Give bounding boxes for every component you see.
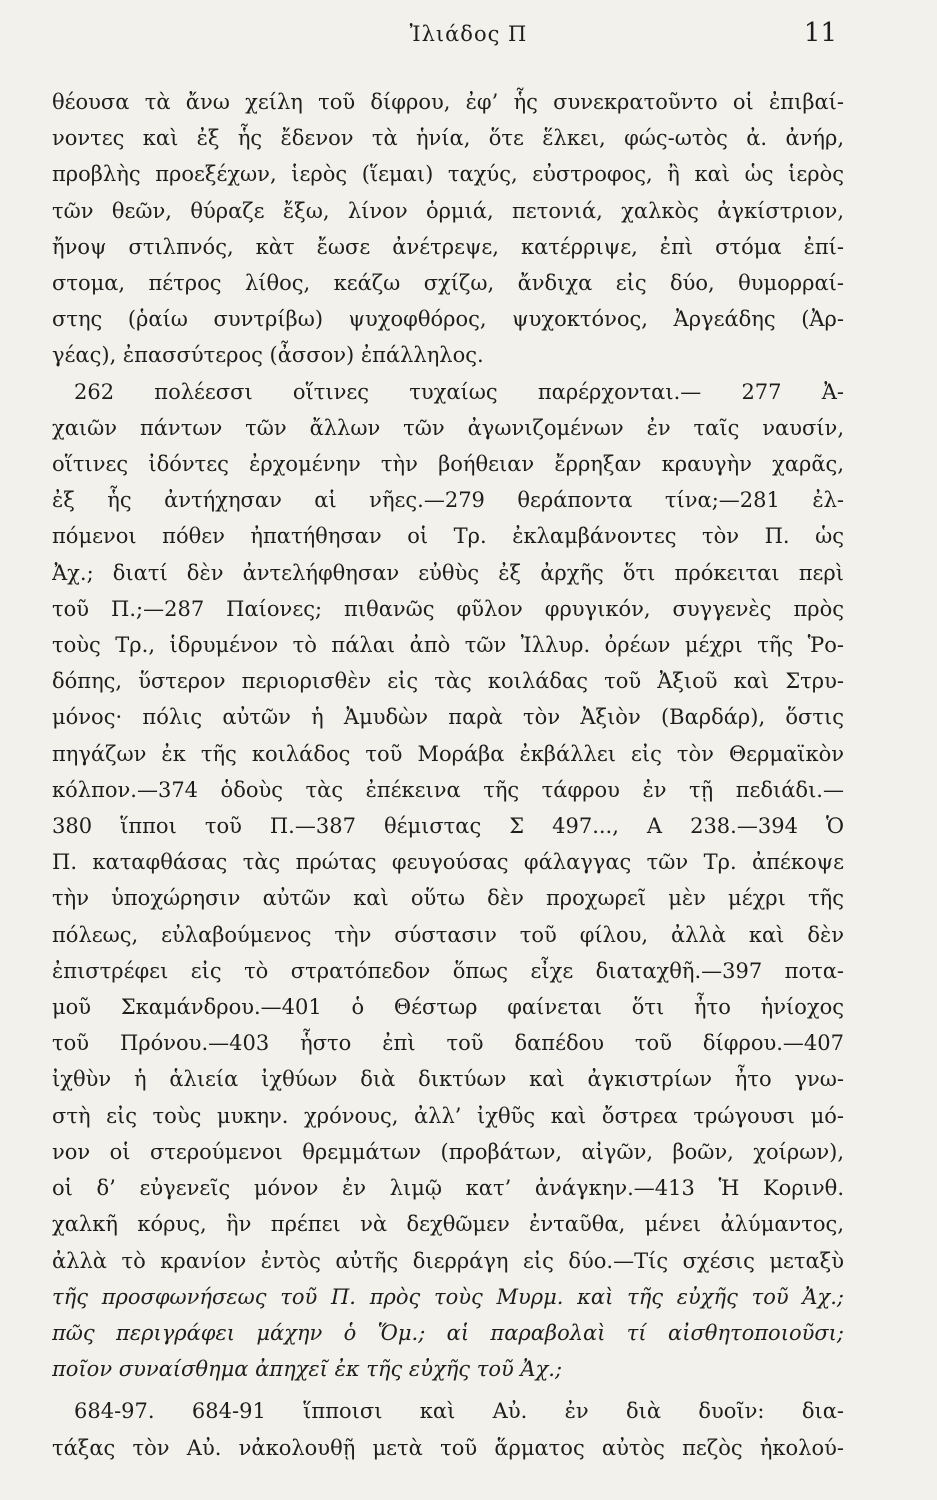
text-line: ποῖον συναίσθημα ἀπηχεῖ ἐκ τῆς εὐχῆς τοῦ Ἀχ.; — [52, 1357, 563, 1382]
text-line: ἤνοψ στιλπνός, κὰτ ἔωσε ἀνέτρεψε, κατέρριψε, ἐπὶ στόμα ἐπί- — [52, 234, 844, 259]
text-line: ἐπιστρέφει εἰς τὸ στρατόπεδον ὅπως εἶχε διαταχθῆ.—397 ποτα- — [52, 958, 844, 983]
text-line: νοντες καὶ ἐξ ἧς ἔδενον τὰ ἡνία, ὅτε ἕλκει, φώς-ωτὸς ἀ. ἀνήρ, — [52, 126, 844, 151]
text-line: θέουσα τὰ ἄνω χείλη τοῦ δίφρου, ἐφ’ ἧς συνεκρατοῦντο οἱ ἐπιβαί- — [52, 90, 844, 114]
text-line: 380 ἵπποι τοῦ Π.—387 θέμιστας Σ 497..., Α 238.—394 Ὁ — [52, 814, 844, 839]
text-line: πόλεως, εὐλαβούμενος τὴν σύστασιν τοῦ φίλου, ἀλλὰ καὶ δὲν — [52, 922, 844, 947]
text-line: νον οἱ στερούμενοι θρεμμάτων (προβάτων, αἰγῶν, βοῶν, χοίρων), — [52, 1139, 844, 1164]
text-line: τὴν ὑποχώρησιν αὐτῶν καὶ οὕτω δὲν προχωρεῖ μὲν μέχρι τῆς — [52, 886, 844, 911]
text-line: πόμενοι πόθεν ἠπατήθησαν οἱ Τρ. ἐκλαμβάνοντες τὸν Π. ὡς — [52, 524, 844, 549]
text-line: ἰχθὺν ἡ ἁλιεία ἰχθύων διὰ δικτύων καὶ ἀγκιστρίων ἦτο γνω- — [52, 1067, 844, 1092]
running-title: Ἰλιάδος Π — [409, 22, 528, 46]
text-line: στομα, πέτρος λίθος, κεάζω σχίζω, ἄνδιχα εἰς δύο, θυμορραί- — [52, 271, 844, 296]
text-line: γέας), ἐπασσύτερος (ἆσσον) ἐπάλληλος. — [52, 343, 484, 368]
text-line: οἵτινες ἰδόντες ἐρχομένην τὴν βοήθειαν ἔρρηξαν κραυγὴν χαρᾶς, — [52, 452, 844, 477]
text-line: δόπης, ὕστερον περιορισθὲν εἰς τὰς κοιλάδας τοῦ Ἀξιοῦ καὶ Στρυ- — [52, 669, 844, 694]
text-line: στὴ εἰς τοὺς μυκην. χρόνους, ἀλλ’ ἰχθῦς καὶ ὄστρεα τρώγουσι μό- — [52, 1103, 844, 1128]
text-line: τοὺς Τρ., ἱδρυμένον τὸ πάλαι ἀπὸ τῶν Ἰλλυρ. ὀρέων μέχρι τῆς Ῥο- — [52, 633, 844, 658]
text-line: μοῦ Σκαμάνδρου.—401 ὁ Θέστωρ φαίνεται ὅτι ἦτο ἡνίοχος — [52, 995, 844, 1020]
text-line: 262 πολέεσσι οἵτινες τυχαίως παρέρχονται.— 277 Ἀ- — [74, 379, 844, 404]
text-line: Π. καταφθάσας τὰς πρώτας φευγούσας φάλαγγας τῶν Τρ. ἀπέκοψε — [52, 850, 844, 875]
text-line: τῆς προσφωνήσεως τοῦ Π. πρὸς τοὺς Μυρμ. καὶ τῆς εὐχῆς τοῦ Ἀχ.; — [52, 1284, 844, 1309]
text-line: κόλπον.—374 ὁδοὺς τὰς ἐπέκεινα τῆς τάφρου ἐν τῇ πεδιάδι.— — [52, 777, 844, 802]
text-line: οἱ δ’ εὐγενεῖς μόνον ἐν λιμῷ κατ’ ἀνάγκην.—413 Ἡ Κορινθ. — [52, 1176, 844, 1201]
text-line: 684-97. 684-91 ἵπποισι καὶ Αὐ. ἐν διὰ δυοῖν: δια- — [74, 1399, 844, 1424]
text-line: πῶς περιγράφει μάχην ὁ Ὅμ.; αἱ παραβολαὶ τί αἰσθητοποιοῦσι; — [52, 1320, 844, 1345]
text-line: τοῦ Π.;—287 Παίονες; πιθανῶς φῦλον φρυγικόν, συγγενὲς πρὸς — [52, 596, 844, 621]
text-line: ἐξ ἧς ἀντήχησαν αἱ νῆες.—279 θεράποντα τίνα;—281 ἐλ- — [52, 488, 844, 513]
text-line: προβλὴς προεξέχων, ἱερὸς (ἵεμαι) ταχύς, εὐστροφος, ἢ καὶ ὡς ἱερὸς — [52, 162, 844, 187]
text-line: τῶν θεῶν, θύραζε ἔξω, λίνον ὁρμιά, πετονιά, χαλκὸς ἀγκίστριον, — [52, 198, 844, 223]
text-line: τάξας τὸν Αὐ. νἀκολουθῇ μετὰ τοῦ ἅρματος αὐτὸς πεζὸς ἠκολού- — [52, 1435, 844, 1460]
text-line: πηγάζων ἐκ τῆς κοιλάδος τοῦ Μοράβα ἐκβάλλει εἰς τὸν Θερμαϊκὸν — [52, 741, 844, 766]
text-line: τοῦ Πρόνου.—403 ἧστο ἐπὶ τοῦ δαπέδου τοῦ δίφρου.—407 — [52, 1031, 844, 1056]
text-line: ἀλλὰ τὸ κρανίον ἐντὸς αὐτῆς διερράγη εἰς δύο.—Τίς σχέσις μεταξὺ — [52, 1248, 844, 1273]
text-line: χαλκῆ κόρυς, ἣν πρέπει νὰ δεχθῶμεν ἐνταῦθα, μένει ἀλύμαντος, — [52, 1212, 844, 1237]
commentary-text — [52, 84, 844, 1466]
page-number: 11 — [803, 18, 837, 48]
text-line: μόνος· πόλις αὐτῶν ἡ Ἀμυδὼν παρὰ τὸν Ἀξιὸν (Βαρδάρ), ὅστις — [52, 705, 844, 730]
text-line: χαιῶν πάντων τῶν ἄλλων τῶν ἀγωνιζομένων ἐν ταῖς ναυσίν, — [52, 415, 844, 440]
text-line: στης (ῥαίω συντρίβω) ψυχοφθόρος, ψυχοκτόνος, Ἀργεάδης (Ἀρ- — [52, 307, 844, 332]
running-header — [0, 18, 937, 54]
text-line: Ἀχ.; διατί δὲν ἀντελήφθησαν εὐθὺς ἐξ ἀρχῆς ὅτι πρόκειται περὶ — [52, 560, 844, 585]
